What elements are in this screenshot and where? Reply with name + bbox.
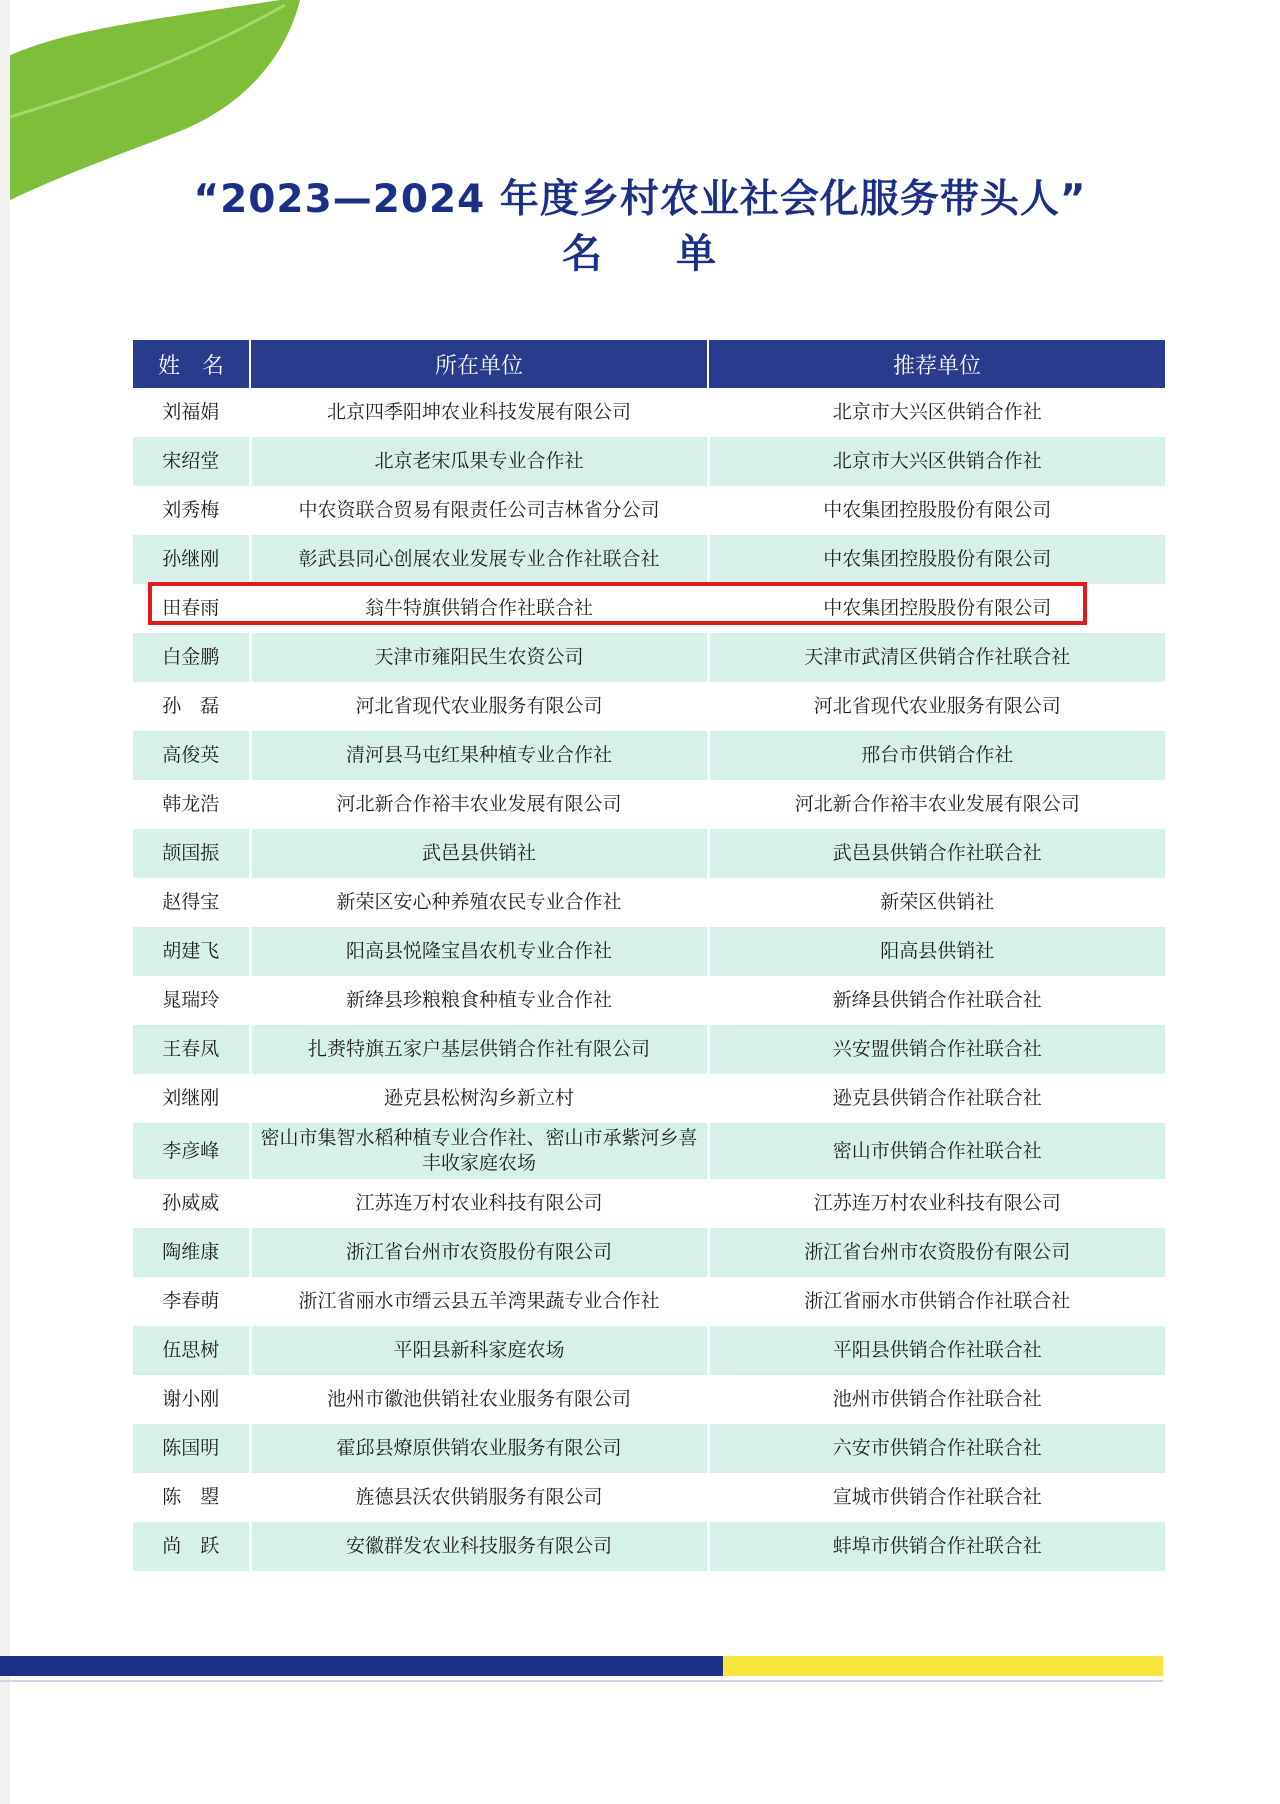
cell-recommender: 武邑县供销合作社联合社 <box>708 829 1165 878</box>
table-row <box>133 976 1165 1025</box>
cell-recommender: 兴安盟供销合作社联合社 <box>708 1025 1165 1074</box>
cell-unit: 武邑县供销社 <box>250 829 708 878</box>
cell-unit: 阳高县悦隆宝昌农机专业合作社 <box>250 927 708 976</box>
cell-recommender: 中农集团控股股份有限公司 <box>708 535 1165 584</box>
cell-name: 高俊英 <box>133 731 250 780</box>
cell-recommender: 浙江省台州市农资股份有限公司 <box>708 1228 1165 1277</box>
cell-unit: 河北省现代农业服务有限公司 <box>250 682 708 731</box>
table-header-row <box>133 340 1165 388</box>
cell-name: 孙 磊 <box>133 682 250 731</box>
cell-recommender: 北京市大兴区供销合作社 <box>708 437 1165 486</box>
cell-unit: 彰武县同心创展农业发展专业合作社联合社 <box>250 535 708 584</box>
document-title: “2023—2024 年度乡村农业社会化服务带头人” <box>193 177 1087 222</box>
cell-recommender: 浙江省丽水市供销合作社联合社 <box>708 1277 1165 1326</box>
cell-name: 伍思树 <box>133 1326 250 1375</box>
cell-recommender: 宣城市供销合作社联合社 <box>708 1473 1165 1522</box>
cell-unit: 密山市集智水稻种植专业合作社、密山市承紫河乡喜丰收家庭农场 <box>250 1123 708 1179</box>
cell-name: 白金鹏 <box>133 633 250 682</box>
header-name: 姓 名 <box>133 340 250 388</box>
cell-recommender: 江苏连万村农业科技有限公司 <box>708 1179 1165 1228</box>
table-row <box>133 437 1165 486</box>
cell-recommender: 河北省现代农业服务有限公司 <box>708 682 1165 731</box>
cell-recommender: 池州市供销合作社联合社 <box>708 1375 1165 1424</box>
table-row <box>133 388 1165 437</box>
cell-unit: 平阳县新科家庭农场 <box>250 1326 708 1375</box>
cell-recommender: 阳高县供销社 <box>708 927 1165 976</box>
cell-unit: 河北新合作裕丰农业发展有限公司 <box>250 780 708 829</box>
table-row <box>133 878 1165 927</box>
cell-recommender: 中农集团控股股份有限公司 <box>708 584 1165 633</box>
cell-unit: 扎赉特旗五家户基层供销合作社有限公司 <box>250 1025 708 1074</box>
cell-unit: 新绛县珍粮粮食种植专业合作社 <box>250 976 708 1025</box>
table-body <box>133 388 1165 1571</box>
highlight-box <box>148 582 1087 625</box>
cell-name: 陈国明 <box>133 1424 250 1473</box>
header-unit: 所在单位 <box>250 340 708 388</box>
footer-bar-yellow <box>723 1656 1163 1676</box>
cell-name: 陶维康 <box>133 1228 250 1277</box>
cell-name: 刘秀梅 <box>133 486 250 535</box>
cell-unit: 天津市雍阳民生农资公司 <box>250 633 708 682</box>
table-row <box>133 1424 1165 1473</box>
cell-name: 刘继刚 <box>133 1074 250 1123</box>
cell-unit: 池州市徽池供销社农业服务有限公司 <box>250 1375 708 1424</box>
cell-name: 韩龙浩 <box>133 780 250 829</box>
cell-recommender: 逊克县供销合作社联合社 <box>708 1074 1165 1123</box>
cell-unit: 安徽群发农业科技服务有限公司 <box>250 1522 708 1571</box>
table-row <box>133 1074 1165 1123</box>
cell-name: 刘福娟 <box>133 388 250 437</box>
cell-name: 胡建飞 <box>133 927 250 976</box>
cell-name: 李彦峰 <box>133 1123 250 1179</box>
table-row <box>133 780 1165 829</box>
table-row <box>133 682 1165 731</box>
cell-name: 孙继刚 <box>133 535 250 584</box>
table-row <box>133 927 1165 976</box>
cell-unit: 新荣区安心种养殖农民专业合作社 <box>250 878 708 927</box>
table-row <box>133 1473 1165 1522</box>
cell-recommender: 河北新合作裕丰农业发展有限公司 <box>708 780 1165 829</box>
cell-name: 宋绍堂 <box>133 437 250 486</box>
table-row <box>133 1025 1165 1074</box>
cell-unit: 浙江省丽水市缙云县五羊湾果蔬专业合作社 <box>250 1277 708 1326</box>
table-row <box>133 1179 1165 1228</box>
cell-unit: 浙江省台州市农资股份有限公司 <box>250 1228 708 1277</box>
table-row <box>133 633 1165 682</box>
cell-recommender: 六安市供销合作社联合社 <box>708 1424 1165 1473</box>
table-row <box>133 535 1165 584</box>
cell-name: 陈 曌 <box>133 1473 250 1522</box>
header-recommender: 推荐单位 <box>708 340 1165 388</box>
cell-name: 孙威威 <box>133 1179 250 1228</box>
table-row <box>133 1277 1165 1326</box>
table-row <box>133 731 1165 780</box>
table-row <box>133 1326 1165 1375</box>
cell-name: 赵得宝 <box>133 878 250 927</box>
cell-recommender: 北京市大兴区供销合作社 <box>708 388 1165 437</box>
cell-name: 晁瑞玲 <box>133 976 250 1025</box>
cell-unit: 清河县马屯红果种植专业合作社 <box>250 731 708 780</box>
cell-name: 王春凤 <box>133 1025 250 1074</box>
cell-unit: 旌德县沃农供销服务有限公司 <box>250 1473 708 1522</box>
cell-name: 田春雨 <box>133 584 250 633</box>
footer-bar-blue <box>0 1656 723 1676</box>
cell-name: 李春萌 <box>133 1277 250 1326</box>
cell-unit: 逊克县松树沟乡新立村 <box>250 1074 708 1123</box>
cell-name: 颉国振 <box>133 829 250 878</box>
cell-unit: 中农资联合贸易有限责任公司吉林省分公司 <box>250 486 708 535</box>
cell-name: 尚 跃 <box>133 1522 250 1571</box>
cell-unit: 翁牛特旗供销合作社联合社 <box>250 584 708 633</box>
cell-unit: 北京老宋瓜果专业合作社 <box>250 437 708 486</box>
cell-recommender: 中农集团控股股份有限公司 <box>708 486 1165 535</box>
table-row <box>133 829 1165 878</box>
cell-name: 谢小刚 <box>133 1375 250 1424</box>
cell-recommender: 天津市武清区供销合作社联合社 <box>708 633 1165 682</box>
table-row <box>133 1522 1165 1571</box>
cell-recommender: 邢台市供销合作社 <box>708 731 1165 780</box>
table-row <box>133 1123 1165 1179</box>
cell-recommender: 蚌埠市供销合作社联合社 <box>708 1522 1165 1571</box>
table-row <box>133 1228 1165 1277</box>
cell-recommender: 新绛县供销合作社联合社 <box>708 976 1165 1025</box>
cell-recommender: 密山市供销合作社联合社 <box>708 1123 1165 1179</box>
cell-unit: 北京四季阳坤农业科技发展有限公司 <box>250 388 708 437</box>
cell-recommender: 新荣区供销社 <box>708 878 1165 927</box>
cell-unit: 霍邱县燎原供销农业服务有限公司 <box>250 1424 708 1473</box>
table-row <box>133 1375 1165 1424</box>
cell-recommender: 平阳县供销合作社联合社 <box>708 1326 1165 1375</box>
cell-unit: 江苏连万村农业科技有限公司 <box>250 1179 708 1228</box>
footer-bar-line <box>0 1680 1163 1682</box>
table-row <box>133 486 1165 535</box>
document-subtitle: 名 单 <box>562 231 746 277</box>
name-list-table <box>133 340 1165 1571</box>
